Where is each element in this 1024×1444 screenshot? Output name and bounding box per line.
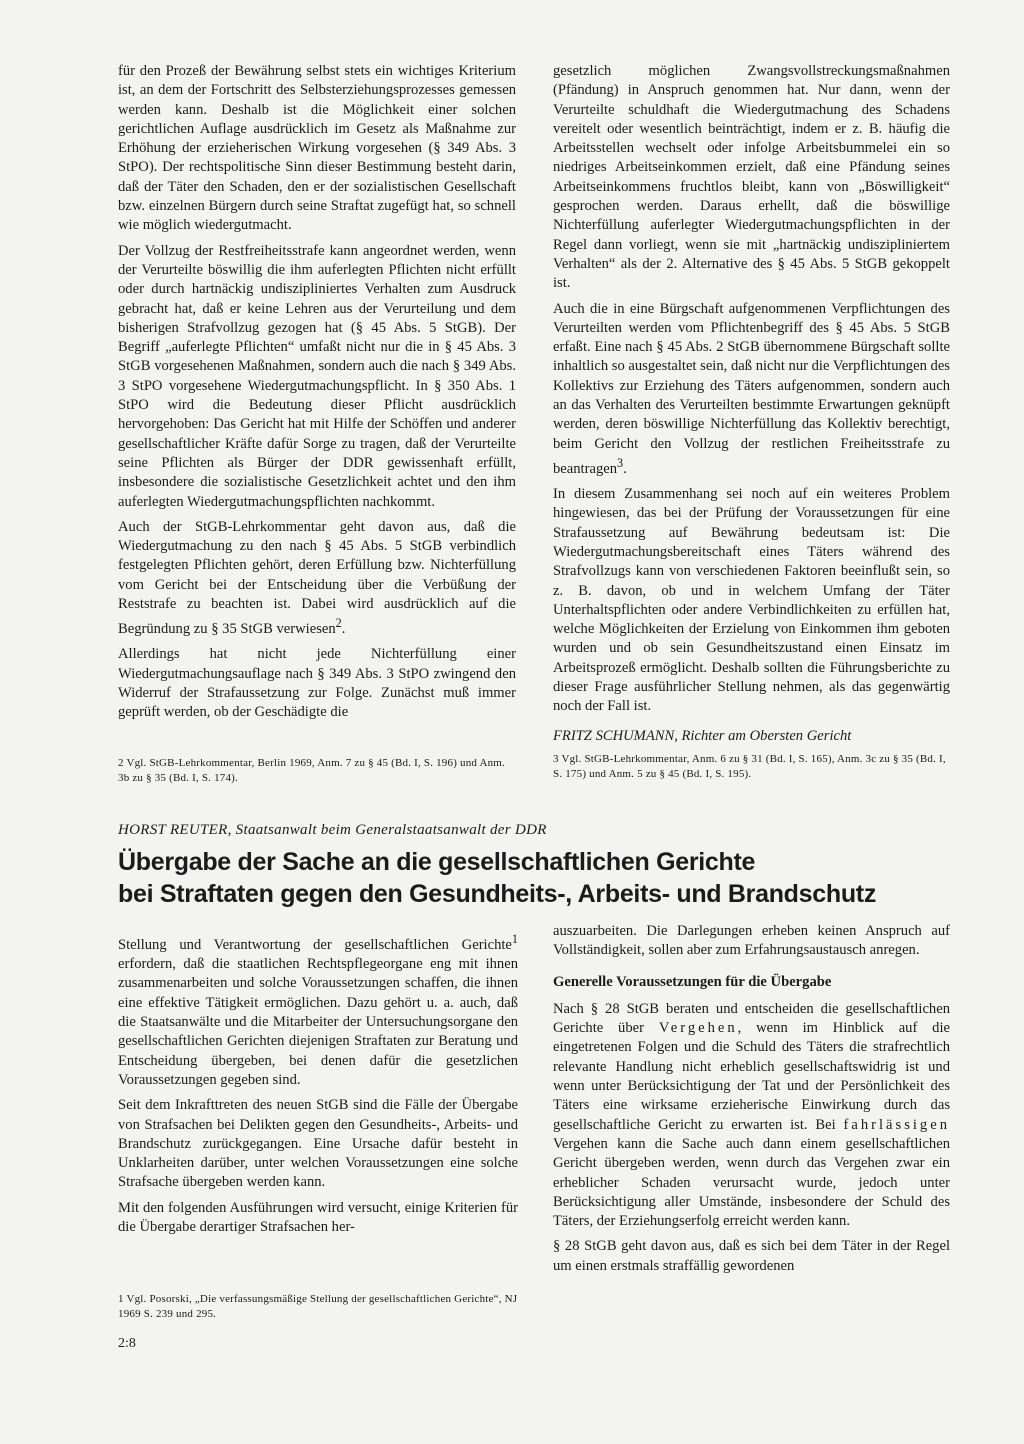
footnote-marker: 2	[335, 616, 342, 631]
paragraph: Seit dem Inkrafttreten des neuen StGB sind die Fälle der Übergabe von Strafsachen bei Delikten gegen den Gesundheits-, Arbeits- und Brandschutz zurückgegangen. Eine Ursache dafür besteht in Unklarheiten darüber, unter welchen Voraussetzungen eine solche Strafsache übergeben werden kann.	[118, 1097, 518, 1191]
page-number: 2:8	[118, 1336, 136, 1351]
article-title-line-1: Übergabe der Sache an die gesellschaftlichen Gerichte	[118, 848, 756, 876]
bottom-right-column	[553, 922, 950, 1282]
paragraph-text: erfordern, daß die staatlichen Rechtspflegeorgane eng mit ihnen zusammenarbeiten und solche Voraussetzungen schaffen, die ihnen eine effektive Tätigkeit ermöglichen. Dazu gehört u. a. auch, daß die Staatsanwälte und die Mitarbeiter der Untersuchungsorgane den gesellschaftlichen Gerichten diejenigen Straftaten zur Beratung und Entscheidung übergeben, bei denen dafür die gesetzlichen Voraussetzungen gegeben sind.	[118, 956, 518, 1088]
article-title	[118, 846, 958, 910]
paragraph: Allerdings hat nicht jede Nichterfüllung einer Wiedergutmachungsauflage nach § 349 Abs. 3 StPO zwingend den Widerruf der Strafaussetzung zur Folge. Zunächst muß immer geprüft werden, ob der Geschädigte die	[118, 646, 516, 721]
paragraph: § 28 StGB geht davon aus, daß es sich bei dem Täter in der Regel um einen erstmals straffällig gewordenen	[553, 1238, 950, 1274]
author-signature: FRITZ SCHUMANN, Richter am Obersten Gericht	[553, 727, 852, 744]
article-byline: HORST REUTER, Staatsanwalt beim Generalstaatsanwalt der DDR	[118, 822, 547, 838]
paragraph: Der Vollzug der Restfreiheitsstrafe kann angeordnet werden, wenn der Verurteilte böswillig die ihm auferlegten Pflichten nicht erfüllt oder durch hartnäckig undiszipliniertes Verhalten zum Ausdruck gebracht hat, daß er keine Lehren aus der Verurteilung und dem bisherigen Strafvollzug gezogen hat (§ 45 Abs. 5 StGB). Der Begriff „auferlegte Pflichten“ umfaßt nicht nur die in § 45 Abs. 3 StGB vorgesehenen Maßnahmen, sondern auch die nach § 349 Abs. 3 StPO vorgesehene Wiedergutmachungspflicht. In § 350 Abs. 1 StPO wird die Bedeutung dieser Pflicht ausdrücklich hervorgehoben: Das Gericht hat mit Hilfe der Schöffen und anderer gesellschaftlicher Kräfte dafür Sorge zu tragen, daß der Verurteilte seine Pflichten als Bürger der DDR gewissenhaft erfüllt, insbesondere die sozialistische Gesetzlichkeit achtet und den ihm auferlegten Wiedergutmachungspflichten nachkommt.	[118, 242, 516, 510]
paragraph	[118, 518, 516, 640]
spaced-emphasis: fahrlässigen	[843, 1116, 950, 1133]
paragraph-end: .	[341, 621, 346, 638]
paragraph-text: , wenn im Hinblick auf die eingetretenen Folgen und die Schuld des Täters die strafrechtlich relevante Handlung nicht erheblich gesellschaftswidrig ist und wenn unter Berücksichtigung der Tat und der Persönlichkeit des Täters eine wirksame erzieherische Einwirkung durch das gesellschaftliche Gericht zu erwarten ist. Bei	[553, 1020, 950, 1133]
paragraph: auszuarbeiten. Die Darlegungen erheben keinen Anspruch auf Vollständigkeit, sollen aber zum Erfahrungsaustausch anregen.	[553, 923, 950, 959]
paragraph: für den Prozeß der Bewährung selbst stets ein wichtiges Kriterium ist, an dem der Fortschritt des Selbsterziehungsprozesses gemessen werden kann. Deshalb ist die Möglichkeit einer solchen gerichtlichen Auflage ausdrücklich im Gesetz als Maßnahme zur Erhöhung der erzieherischen Wirkung vorgesehen (§ 349 Abs. 3 StPO). Der rechtspolitische Sinn dieser Bestimmung besteht darin, daß der Täter den Schaden, den er der sozialistischen Gesellschaft bzw. einzelnen Bürgern durch seine Straftat zugefügt hat, so schnell wie möglich wiedergutmacht.	[118, 63, 516, 234]
paragraph-text: Auch der StGB-Lehrkommentar geht davon aus, daß die Wiedergutmachung zu den nach § 45 Abs. 5 StGB verbindlich festgelegten Pflichten gehört, deren Erfüllung bzw. Nichterfüllung vom Gericht bei der Entscheidung über die Verbüßung der Reststrafe zu beachten ist. Dabei wird ausdrücklich auf die Begründung zu § 35 StGB verwiesen	[118, 518, 516, 638]
paragraph: In diesem Zusammenhang sei noch auf ein weiteres Problem hingewiesen, das bei der Prüfung der Voraussetzungen für eine Strafaussetzung auf Bewährung bedeutsam ist: Die Wiedergutmachungsbereitschaft eines Täters während des Strafvollzugs kann von verschiedenen Faktoren beeinflußt sein, so z. B. davon, ob und in welchem Umfang der Täter Unterhaltspflichten oder andere Verbindlichkeiten zu erfüllen hat, welche Möglichkeiten der Erzielung von Einkommen ihm geboten wurden und ob sein Gesundheitszustand einen Einsatz im Arbeitsprozeß ermöglicht. Deshalb sollten die Führungsberichte zu dieser Frage ausführlicher Stellung nehmen, als das gegenwärtig noch der Fall ist.	[553, 486, 950, 715]
footnote-marker: 1	[511, 932, 518, 946]
paragraph-text: Vergehen kann die Sache auch dann einem gesellschaftlichen Gericht übergeben werden, wenn durch das Vergehen zwar ein erheblicher Schaden verursacht wurde, jedoch unter Berücksichtigung aller Umstände, insbesondere der Schuld des Täters, der Erziehungserfolg erreicht werden kann.	[553, 1135, 950, 1230]
paragraph-text: Auch die in eine Bürgschaft aufgenommenen Verpflichtungen des Verurteilten werden vom Pflichtenbegriff des § 45 Abs. 5 StGB erfaßt. Eine nach § 45 Abs. 2 StGB übernommene Bürgschaft sollte inhaltlich so ausgestaltet sein, daß nicht nur die Verpflichtungen des Kollektivs zur Erziehung des Täters aufgenommen, sondern auch an das Verhalten des Verurteilten bestimmte Erwartungen geknüpft werden, deren böswillige Nichterfüllung das Kollektiv berechtigt, beim Gericht den Vollzug der restlichen Freiheitsstrafe zu beantragen	[553, 300, 950, 477]
paragraph	[553, 1000, 950, 1232]
section-heading: Generelle Voraussetzungen für die Übergabe	[553, 973, 832, 990]
paragraph-text: Nach § 28 StGB beraten und entscheiden die gesellschaftlichen Gerichte über	[553, 1000, 950, 1037]
paragraph-end: .	[623, 460, 627, 477]
paragraph: gesetzlich möglichen Zwangsvollstreckungsmaßnahmen (Pfändung) in Anspruch genommen hat. Nur dann, wenn der Verurteilte schuldhaft die Wiedergutmachung des Schadens vereitelt oder wesentlich beinträchtigt, indem er z. B. häufig die Arbeitsstellen wechselt oder infolge Arbeitsbummelei ein so niedriges Arbeitseinkommen erzielt, daß eine Pfändung seines Arbeitseinkommens fruchtlos bleibt, kann von „Böswilligkeit“ gesprochen werden. Daraus erhellt, daß die böswillige Nichterfüllung auferlegter Wiedergutmachungspflichten in der Regel dann vorliegt, wenn sie mit „hartnäckig undiszipliniertem Verhalten“ als der 2. Alternative des § 45 Abs. 5 StGB gekoppelt ist.	[553, 63, 950, 292]
paragraph-text: Stellung und Verantwortung der gesellschaftlichen Gerichte	[118, 936, 512, 953]
paragraph	[553, 300, 950, 480]
footnote-1: 1 Vgl. Posorski, „Die verfassungsmäßige Stellung der gesellschaftlichen Gerichte“, NJ 1969 S. 239 und 295.	[118, 1293, 518, 1320]
footnote-marker: 3	[617, 455, 624, 470]
paragraph: Mit den folgenden Ausführungen wird versucht, einige Kriterien für die Übergabe derartiger Strafsachen her-	[118, 1199, 518, 1236]
bottom-left-column	[118, 930, 518, 1243]
paragraph	[118, 930, 518, 1090]
footnote-2: 2 Vgl. StGB-Lehrkommentar, Berlin 1969, Anm. 7 zu § 45 (Bd. I, S. 196) und Anm. 3b zu § 35 (Bd. I, S. 174).	[118, 757, 505, 784]
spaced-emphasis: Vergehen	[658, 1020, 738, 1037]
top-left-column	[118, 62, 516, 729]
top-right-column	[553, 62, 950, 752]
footnote-3: 3 Vgl. StGB-Lehrkommentar, Anm. 6 zu § 31 (Bd. I, S. 165), Anm. 3c zu § 35 (Bd. I, S. 175) und Anm. 5 zu § 45 (Bd. I, S. 195).	[553, 753, 946, 780]
article-title-line-2: bei Straftaten gegen den Gesundheits-, Arbeits- und Brandschutz	[118, 880, 877, 908]
